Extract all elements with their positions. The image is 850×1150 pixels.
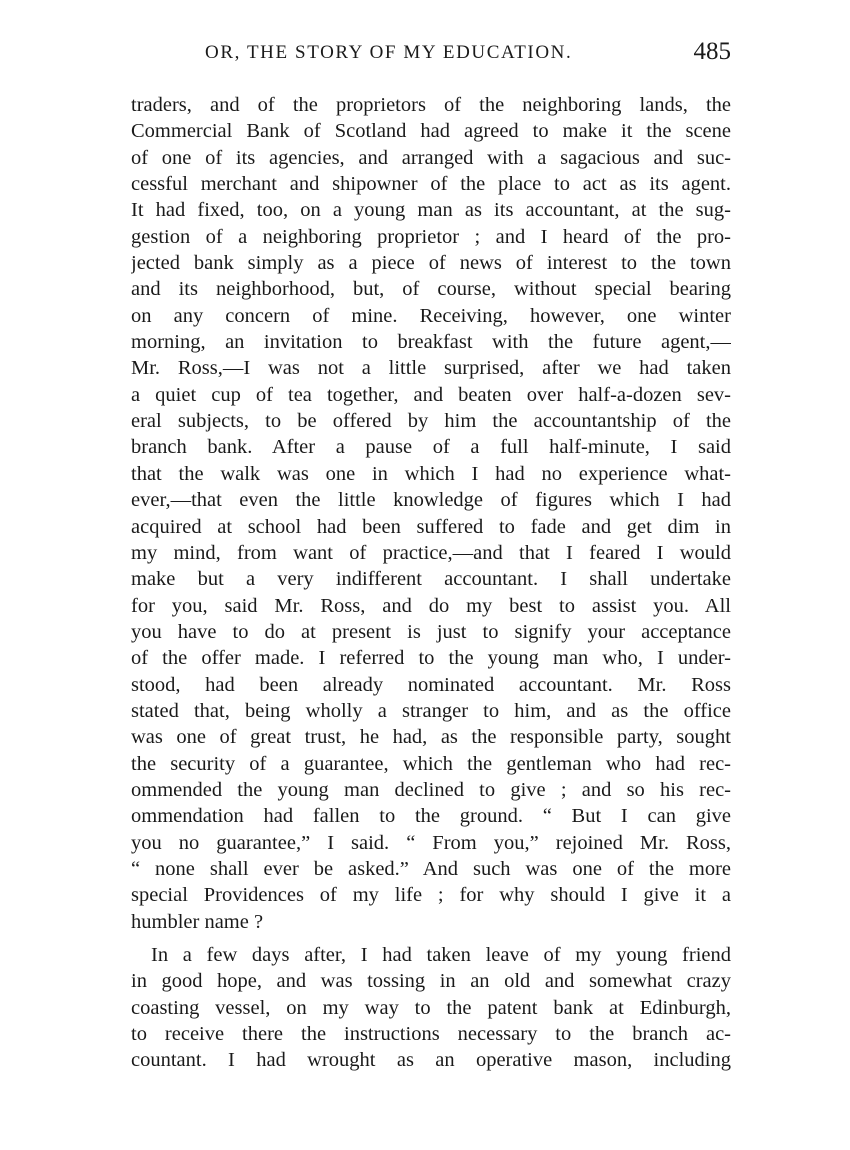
text-line: ever,—that even the little knowledge of figures which I had	[131, 489, 731, 512]
paragraph-1	[131, 92, 731, 935]
text-line: to receive there the instructions necessary to the branch ac-	[131, 1023, 731, 1046]
text-line: “ none shall ever be asked.” And such was one of the more	[131, 857, 731, 880]
page-number: 485	[693, 38, 731, 65]
text-line: cessful merchant and shipowner of the place to act as its agent.	[131, 173, 731, 196]
text-line: stated that, being wholly a stranger to him, and as the office	[131, 699, 731, 722]
text-line: morning, an invitation to breakfast with the future agent,—	[131, 331, 731, 354]
text-line: special Providences of my life ; for why should I give it a	[131, 884, 731, 907]
text-line: gestion of a neighboring proprietor ; and I heard of the pro-	[131, 225, 731, 248]
text-line: on any concern of mine. Receiving, however, one winter	[131, 304, 731, 327]
text-line: ommendation had fallen to the ground. “ But I can give	[131, 805, 731, 828]
text-line: the security of a guarantee, which the gentleman who had rec-	[131, 752, 731, 775]
text-line: Mr. Ross,—I was not a little surprised, after we had taken	[131, 357, 731, 380]
text-line: eral subjects, to be offered by him the accountantship of the	[131, 410, 731, 433]
text-line: branch bank. After a pause of a full half-minute, I said	[131, 436, 731, 459]
text-line: coasting vessel, on my way to the patent bank at Edinburgh,	[131, 996, 731, 1019]
text-line: traders, and of the proprietors of the neighboring lands, the	[131, 94, 731, 116]
text-line: was one of great trust, he had, as the responsible party, sought	[131, 726, 731, 749]
running-head	[131, 38, 731, 72]
text-line: for you, said Mr. Ross, and do my best to assist you. All	[131, 594, 731, 617]
text-line: in good hope, and was tossing in an old and somewhat crazy	[131, 970, 731, 993]
paragraph-gap	[131, 935, 731, 942]
paragraph-2	[131, 942, 731, 1074]
text-line: of the offer made. I referred to the young man who, I under-	[131, 647, 731, 670]
text-line: humbler name ?	[131, 910, 264, 933]
text-line: of one of its agencies, and arranged with a sagacious and suc-	[131, 146, 731, 169]
text-line: my mind, from want of practice,—and that I feared I would	[131, 541, 731, 564]
text-line: and its neighborhood, but, of course, without special bearing	[131, 278, 731, 301]
text-line: you no guarantee,” I said. “ From you,” rejoined Mr. Ross,	[131, 831, 731, 854]
text-line: that the walk was one in which I had no experience what-	[131, 462, 731, 485]
text-line: Commercial Bank of Scotland had agreed to make it the scene	[131, 120, 731, 143]
text-line: make but a very indifferent accountant. I shall undertake	[131, 568, 731, 591]
text-line: ommended the young man declined to give ; and so his rec-	[131, 778, 731, 801]
text-line: stood, had been already nominated accountant. Mr. Ross	[131, 673, 731, 696]
text-line: In a few days after, I had taken leave of my young friend	[151, 944, 731, 966]
text-line: a quiet cup of tea together, and beaten over half-a-dozen sev-	[131, 383, 731, 406]
text-line: jected bank simply as a piece of news of interest to the town	[131, 252, 731, 275]
text-line: acquired at school had been suffered to fade and get dim in	[131, 515, 731, 538]
body-text	[131, 92, 731, 1074]
text-line: It had fixed, too, on a young man as its accountant, at the sug-	[131, 199, 731, 222]
text-line: countant. I had wrought as an operative mason, including	[131, 1049, 731, 1072]
running-title: OR, THE STORY OF MY EDUCATION.	[205, 42, 573, 63]
text-line: you have to do at present is just to signify your acceptance	[131, 620, 731, 643]
